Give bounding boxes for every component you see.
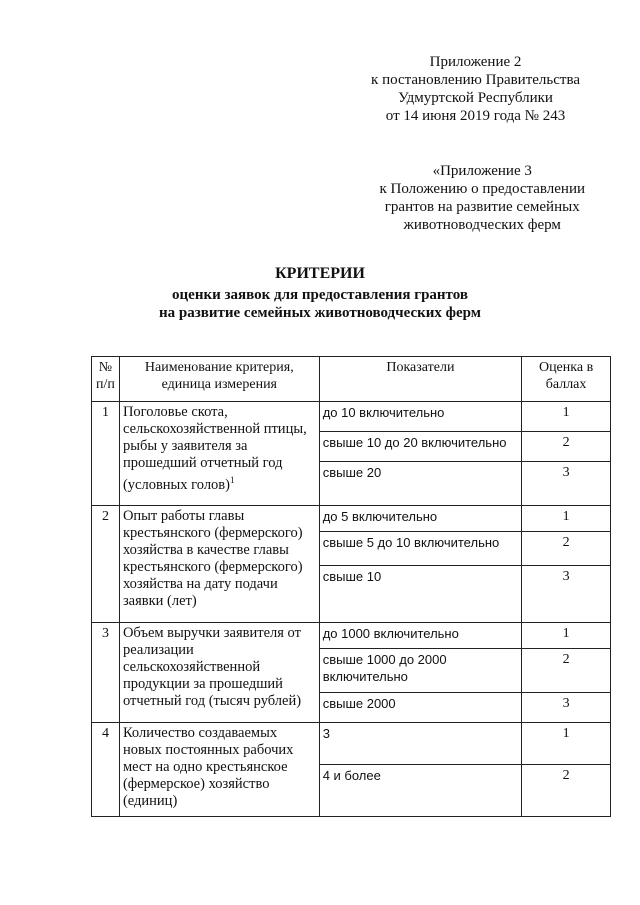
appendix-3-line: грантов на развитие семейных: [384, 199, 580, 215]
indicator-cell: свыше 10 до 20 включительно: [319, 432, 521, 462]
row-num: 4: [92, 723, 120, 817]
document-subtitle: [0, 286, 640, 322]
indicator-cell: до 5 включительно: [319, 506, 521, 532]
criterion-name: [119, 402, 319, 506]
indicator-cell: 4 и более: [319, 765, 521, 817]
header-indicators: Показатели: [319, 357, 521, 402]
score-cell: 2: [522, 765, 611, 817]
score-cell: 3: [522, 693, 611, 723]
score-cell: 1: [522, 506, 611, 532]
criteria-table: [91, 356, 611, 817]
score-cell: 1: [522, 623, 611, 649]
indicator-cell: свыше 1000 до 2000 включительно: [319, 649, 521, 693]
document-title: КРИТЕРИИ: [275, 265, 365, 282]
row-num: 1: [92, 402, 120, 506]
indicator-cell: свыше 5 до 10 включительно: [319, 532, 521, 566]
score-cell: 3: [522, 566, 611, 623]
indicator-cell: свыше 2000: [319, 693, 521, 723]
indicator-cell: 3: [319, 723, 521, 765]
indicator-cell: свыше 20: [319, 462, 521, 506]
table-row: [92, 402, 611, 432]
footnote-marker: 1: [229, 475, 235, 485]
subtitle-line: на развитие семейных животноводческих ферм: [158, 305, 482, 321]
criterion-name: Количество создаваемых новых постоянных рабочих мест на одно крестьянское (фермерское) хозяйство (единиц): [119, 723, 319, 817]
criterion-name-text: Поголовье скота, сельскохозяйственной птицы, рыбы у заявителя за прошедший отчетный год (условных голов): [122, 404, 307, 493]
score-cell: 1: [522, 723, 611, 765]
header-score: Оценка в баллах: [522, 357, 611, 402]
appendix-2-line: Приложение 2: [429, 54, 522, 70]
appendix-2-line: к постановлению Правительства: [371, 72, 580, 88]
row-num: 3: [92, 623, 120, 723]
indicator-cell: свыше 10: [319, 566, 521, 623]
score-cell: 3: [522, 462, 611, 506]
appendix-3-line: к Положению о предоставлении: [379, 181, 585, 197]
score-cell: 2: [522, 532, 611, 566]
criterion-name: Опыт работы главы крестьянского (фермерского) хозяйства в качестве главы крестьянского (фермерского) хозяйства на дату подачи заявки (лет): [119, 506, 319, 623]
score-cell: 2: [522, 432, 611, 462]
header-num: № п/п: [92, 357, 120, 402]
appendix-2-line: от 14 июня 2019 года № 243: [385, 108, 566, 124]
appendix-3-header: [379, 162, 585, 234]
table-row: [92, 623, 611, 649]
appendix-3-line: животноводческих ферм: [403, 217, 561, 233]
criterion-name: Объем выручки заявителя от реализации сельскохозяйственной продукции за прошедший отчетный год (тысяч рублей): [119, 623, 319, 723]
table-row: [92, 506, 611, 532]
indicator-cell: до 10 включительно: [319, 402, 521, 432]
table-row: [92, 723, 611, 765]
subtitle-line: оценки заявок для предоставления грантов: [172, 287, 468, 303]
row-num: 2: [92, 506, 120, 623]
appendix-3-line: «Приложение 3: [432, 163, 532, 179]
table-header-row: [92, 357, 611, 402]
score-cell: 1: [522, 402, 611, 432]
header-name: Наименование критерия, единица измерения: [119, 357, 319, 402]
indicator-cell: до 1000 включительно: [319, 623, 521, 649]
appendix-2-header: [371, 53, 580, 125]
appendix-2-line: Удмуртской Республики: [398, 90, 553, 106]
score-cell: 2: [522, 649, 611, 693]
